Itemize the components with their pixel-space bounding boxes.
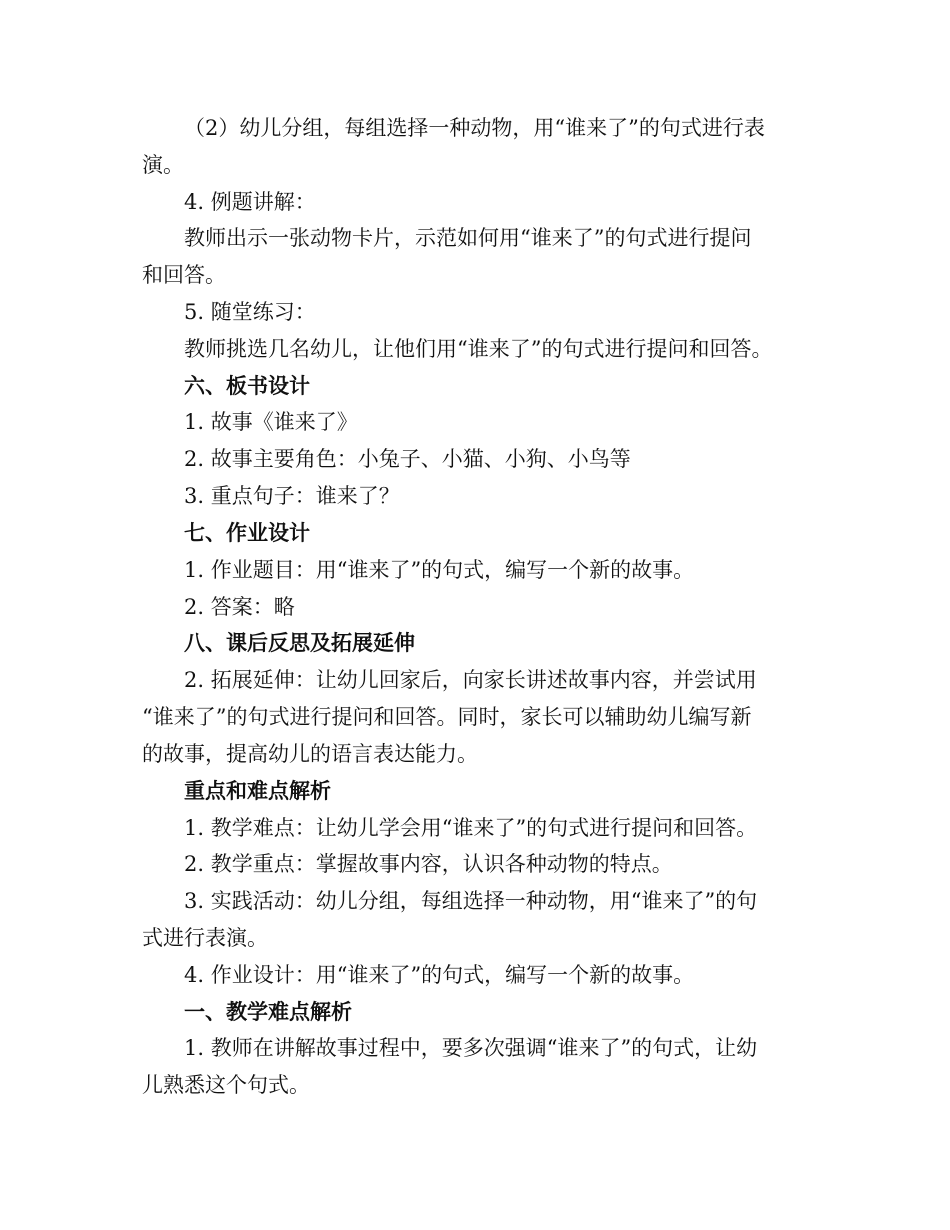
- paragraph-line: “谁来了”的句式进行提问和回答。同时，家长可以辅助幼儿编写新: [142, 705, 752, 729]
- list-item: 4. 例题讲解：: [184, 190, 316, 214]
- paragraph-line: 的故事，提高幼儿的语言表达能力。: [142, 742, 478, 766]
- list-item: 2. 答案：略: [184, 595, 295, 619]
- paragraph-line: 教师挑选几名幼儿，让他们用“谁来了”的句式进行提问和回答。: [184, 337, 773, 361]
- list-item: 3. 实践活动：幼儿分组，每组选择一种动物，用“谁来了”的句: [184, 889, 758, 913]
- paragraph-line: 和回答。: [142, 263, 226, 287]
- section-heading: 八、课后反思及拓展延伸: [184, 631, 415, 655]
- section-heading: 六、板书设计: [184, 374, 310, 398]
- paragraph-line: 教师出示一张动物卡片，示范如何用“谁来了”的句式进行提问: [184, 226, 752, 250]
- paragraph-line: 式进行表演。: [142, 926, 268, 950]
- list-item: 2. 教学重点：掌握故事内容，认识各种动物的特点。: [184, 852, 673, 876]
- paragraph-line: 演。: [142, 153, 184, 177]
- list-item: 1. 故事《谁来了》: [184, 410, 358, 434]
- list-item: 3. 重点句子：谁来了？: [184, 484, 400, 508]
- section-heading: 一、教学难点解析: [184, 1000, 352, 1024]
- list-item: 1. 教学难点：让幼儿学会用“谁来了”的句式进行提问和回答。: [184, 816, 758, 840]
- list-item: 2. 拓展延伸：让幼儿回家后，向家长讲述故事内容，并尝试用: [184, 668, 757, 692]
- section-heading: 重点和难点解析: [184, 779, 331, 803]
- section-heading: 七、作业设计: [184, 521, 310, 545]
- paragraph-line: （2）幼儿分组，每组选择一种动物，用“谁来了”的句式进行表: [184, 116, 765, 140]
- list-item: 1. 教师在讲解故事过程中，要多次强调“谁来了”的句式，让幼: [184, 1036, 758, 1060]
- list-item: 4. 作业设计：用“谁来了”的句式，编写一个新的故事。: [184, 963, 695, 987]
- list-item: 1. 作业题目：用“谁来了”的句式，编写一个新的故事。: [184, 558, 695, 582]
- list-item: 2. 故事主要角色：小兔子、小猫、小狗、小鸟等: [184, 447, 631, 471]
- paragraph-line: 儿熟悉这个句式。: [142, 1073, 310, 1097]
- list-item: 5. 随堂练习：: [184, 300, 316, 324]
